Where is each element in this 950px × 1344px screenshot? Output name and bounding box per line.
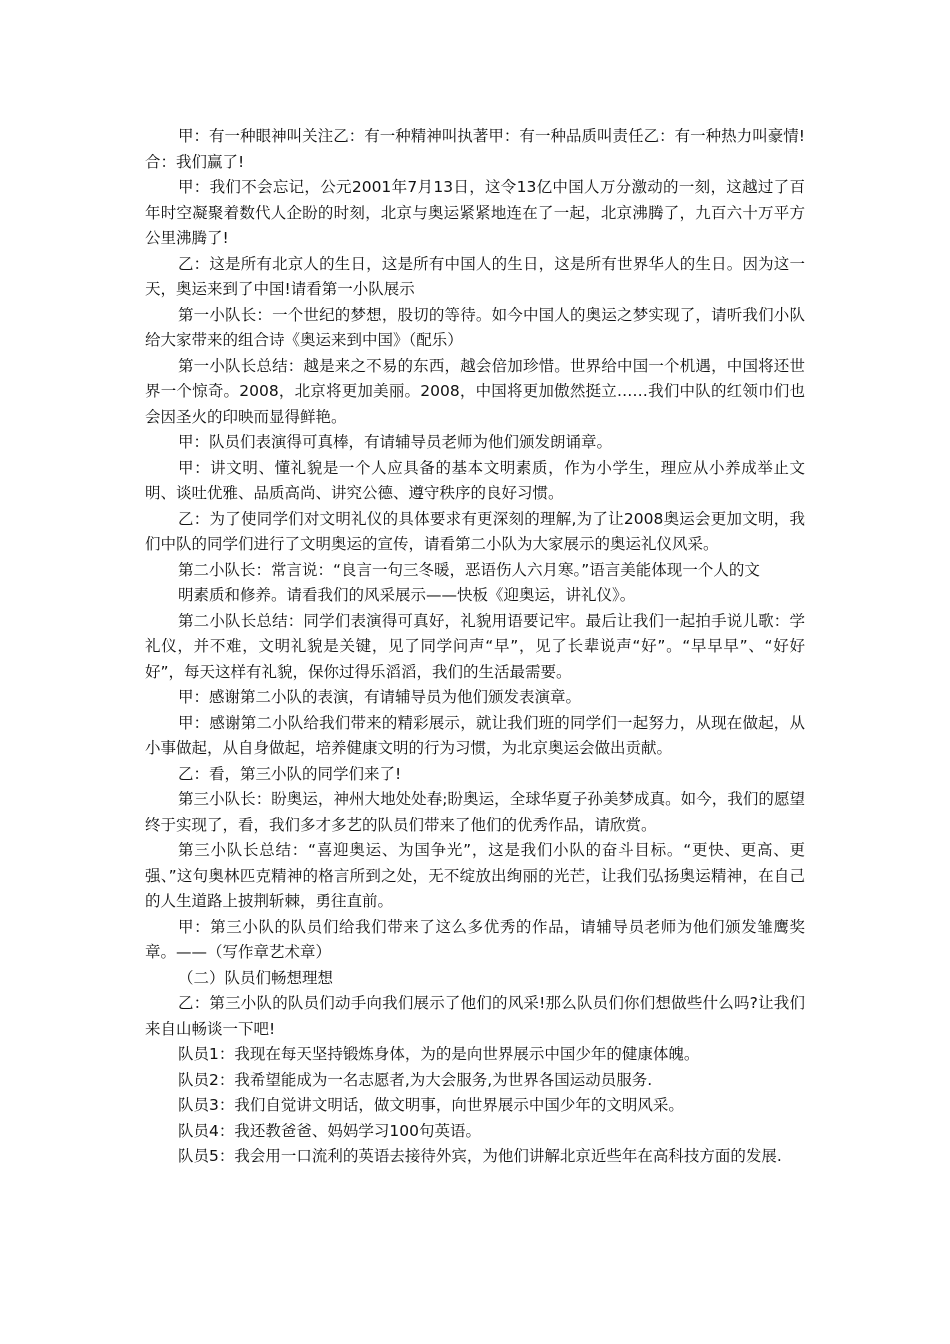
paragraph: 第一小队长总结：越是来之不易的东西，越会倍加珍惜。世界给中国一个机遇，中国将还世界一个惊奇。2008，北京将更加美丽。2008，中国将更加傲然挺立……我们中队的红领巾们也会因圣火的印映而显得鲜艳。 xyxy=(145,356,805,426)
paragraph: 第三小队长总结：“喜迎奥运、为国争光”，这是我们小队的奋斗目标。“更快、更高、更强、”这句奥林匹克精神的格言所到之处，无不绽放出绚丽的光芒，让我们弘扬奥运精神，在自己的人生道路上披荆斩棘，勇往直前。 xyxy=(145,841,805,910)
paragraph: 队员1：我现在每天坚持锻炼身体，为的是向世界展示中国少年的健康体魄。 xyxy=(178,1045,700,1063)
paragraph: 甲：讲文明、懂礼貌是一个人应具备的基本文明素质，作为小学生，理应从小养成举止文明、谈吐优雅、品质高尚、讲究公德、遵守秩序的良好习惯。 xyxy=(145,458,805,502)
section-heading: （二）队员们畅想理想 xyxy=(178,968,334,987)
paragraph: 甲：我们不会忘记，公元2001年7月13日，这令13亿中国人万分激动的一刻，这越过了百年时空凝聚着数代人企盼的时刻，北京与奥运紧紧地连在了一起，北京沸腾了，九百六十万平方公里沸腾了! xyxy=(145,178,805,247)
paragraph: 甲：有一种眼神叫关注乙：有一种精神叫执著甲：有一种品质叫责任乙：有一种热力叫豪情!合：我们赢了! xyxy=(145,127,805,171)
paragraph: 乙：第三小队的队员们动手向我们展示了他们的风采!那么队员们你们想做些什么吗?让我们来自山畅谈一下吧! xyxy=(145,994,805,1038)
paragraph: 乙：看，第三小队的同学们来了! xyxy=(178,764,402,783)
paragraph: 甲：队员们表演得可真棒，有请辅导员老师为他们颁发朗诵章。 xyxy=(178,433,613,451)
paragraph: 乙：为了使同学们对文明礼仪的具体要求有更深刻的理解,为了让2008奥运会更加文明，我们中队的同学们进行了文明奥运的宣传，请看第二小队为大家展示的奥运礼仪风采。 xyxy=(145,509,805,553)
paragraph: 第三小队长：盼奥运，神州大地处处春;盼奥运，全球华夏子孙美梦成真。如今，我们的愿望终于实现了，看，我们多才多艺的队员们带来了他们的优秀作品，请欣赏。 xyxy=(145,790,805,834)
paragraph: 甲：第三小队的队员们给我们带来了这么多优秀的作品，请辅导员老师为他们颁发雏鹰奖章。——（写作章艺术章） xyxy=(145,917,805,961)
paragraph: 队员3：我们自觉讲文明话，做文明事，向世界展示中国少年的文明风采。 xyxy=(178,1096,684,1114)
document-body xyxy=(145,124,805,1170)
paragraph: 第二小队长总结：同学们表演得可真好，礼貌用语要记牢。最后让我们一起拍手说儿歌：学礼仪，并不难，文明礼貌是关键，见了同学问声“早”，见了长辈说声“好”。“早早早”、“好好好”，每天这样有礼貌，保你过得乐滔滔，我们的生活最需要。 xyxy=(145,611,805,681)
paragraph: 乙：这是所有北京人的生日，这是所有中国人的生日，这是所有世界华人的生日。因为这一天，奥运来到了中国!请看第一小队展示 xyxy=(145,254,805,298)
paragraph: 队员5：我会用一口流利的英语去接待外宾，为他们讲解北京近些年在高科技方面的发展. xyxy=(178,1147,782,1165)
paragraph: 甲：感谢第二小队给我们带来的精彩展示，就让我们班的同学们一起努力，从现在做起，从小事做起，从自身做起，培养健康文明的行为习惯，为北京奥运会做出贡献。 xyxy=(145,713,805,757)
paragraph: 甲：感谢第二小队的表演，有请辅导员为他们颁发表演章。 xyxy=(178,688,582,706)
paragraph: 队员4：我还教爸爸、妈妈学习100句英语。 xyxy=(178,1121,481,1140)
paragraph: 明素质和修养。请看我们的风采展示——快板《迎奥运，讲礼仪》。 xyxy=(178,586,636,604)
paragraph: 队员2：我希望能成为一名志愿者,为大会服务,为世界各国运动员服务. xyxy=(178,1070,653,1089)
paragraph: 第二小队长：常言说：“良言一句三冬暖，恶语伤人六月寒。”语言美能体现一个人的文 xyxy=(178,560,760,579)
paragraph: 第一小队长：一个世纪的梦想，股切的等待。如今中国人的奥运之梦实现了，请听我们小队给大家带来的组合诗《奥运来到中国》（配乐） xyxy=(145,305,805,349)
